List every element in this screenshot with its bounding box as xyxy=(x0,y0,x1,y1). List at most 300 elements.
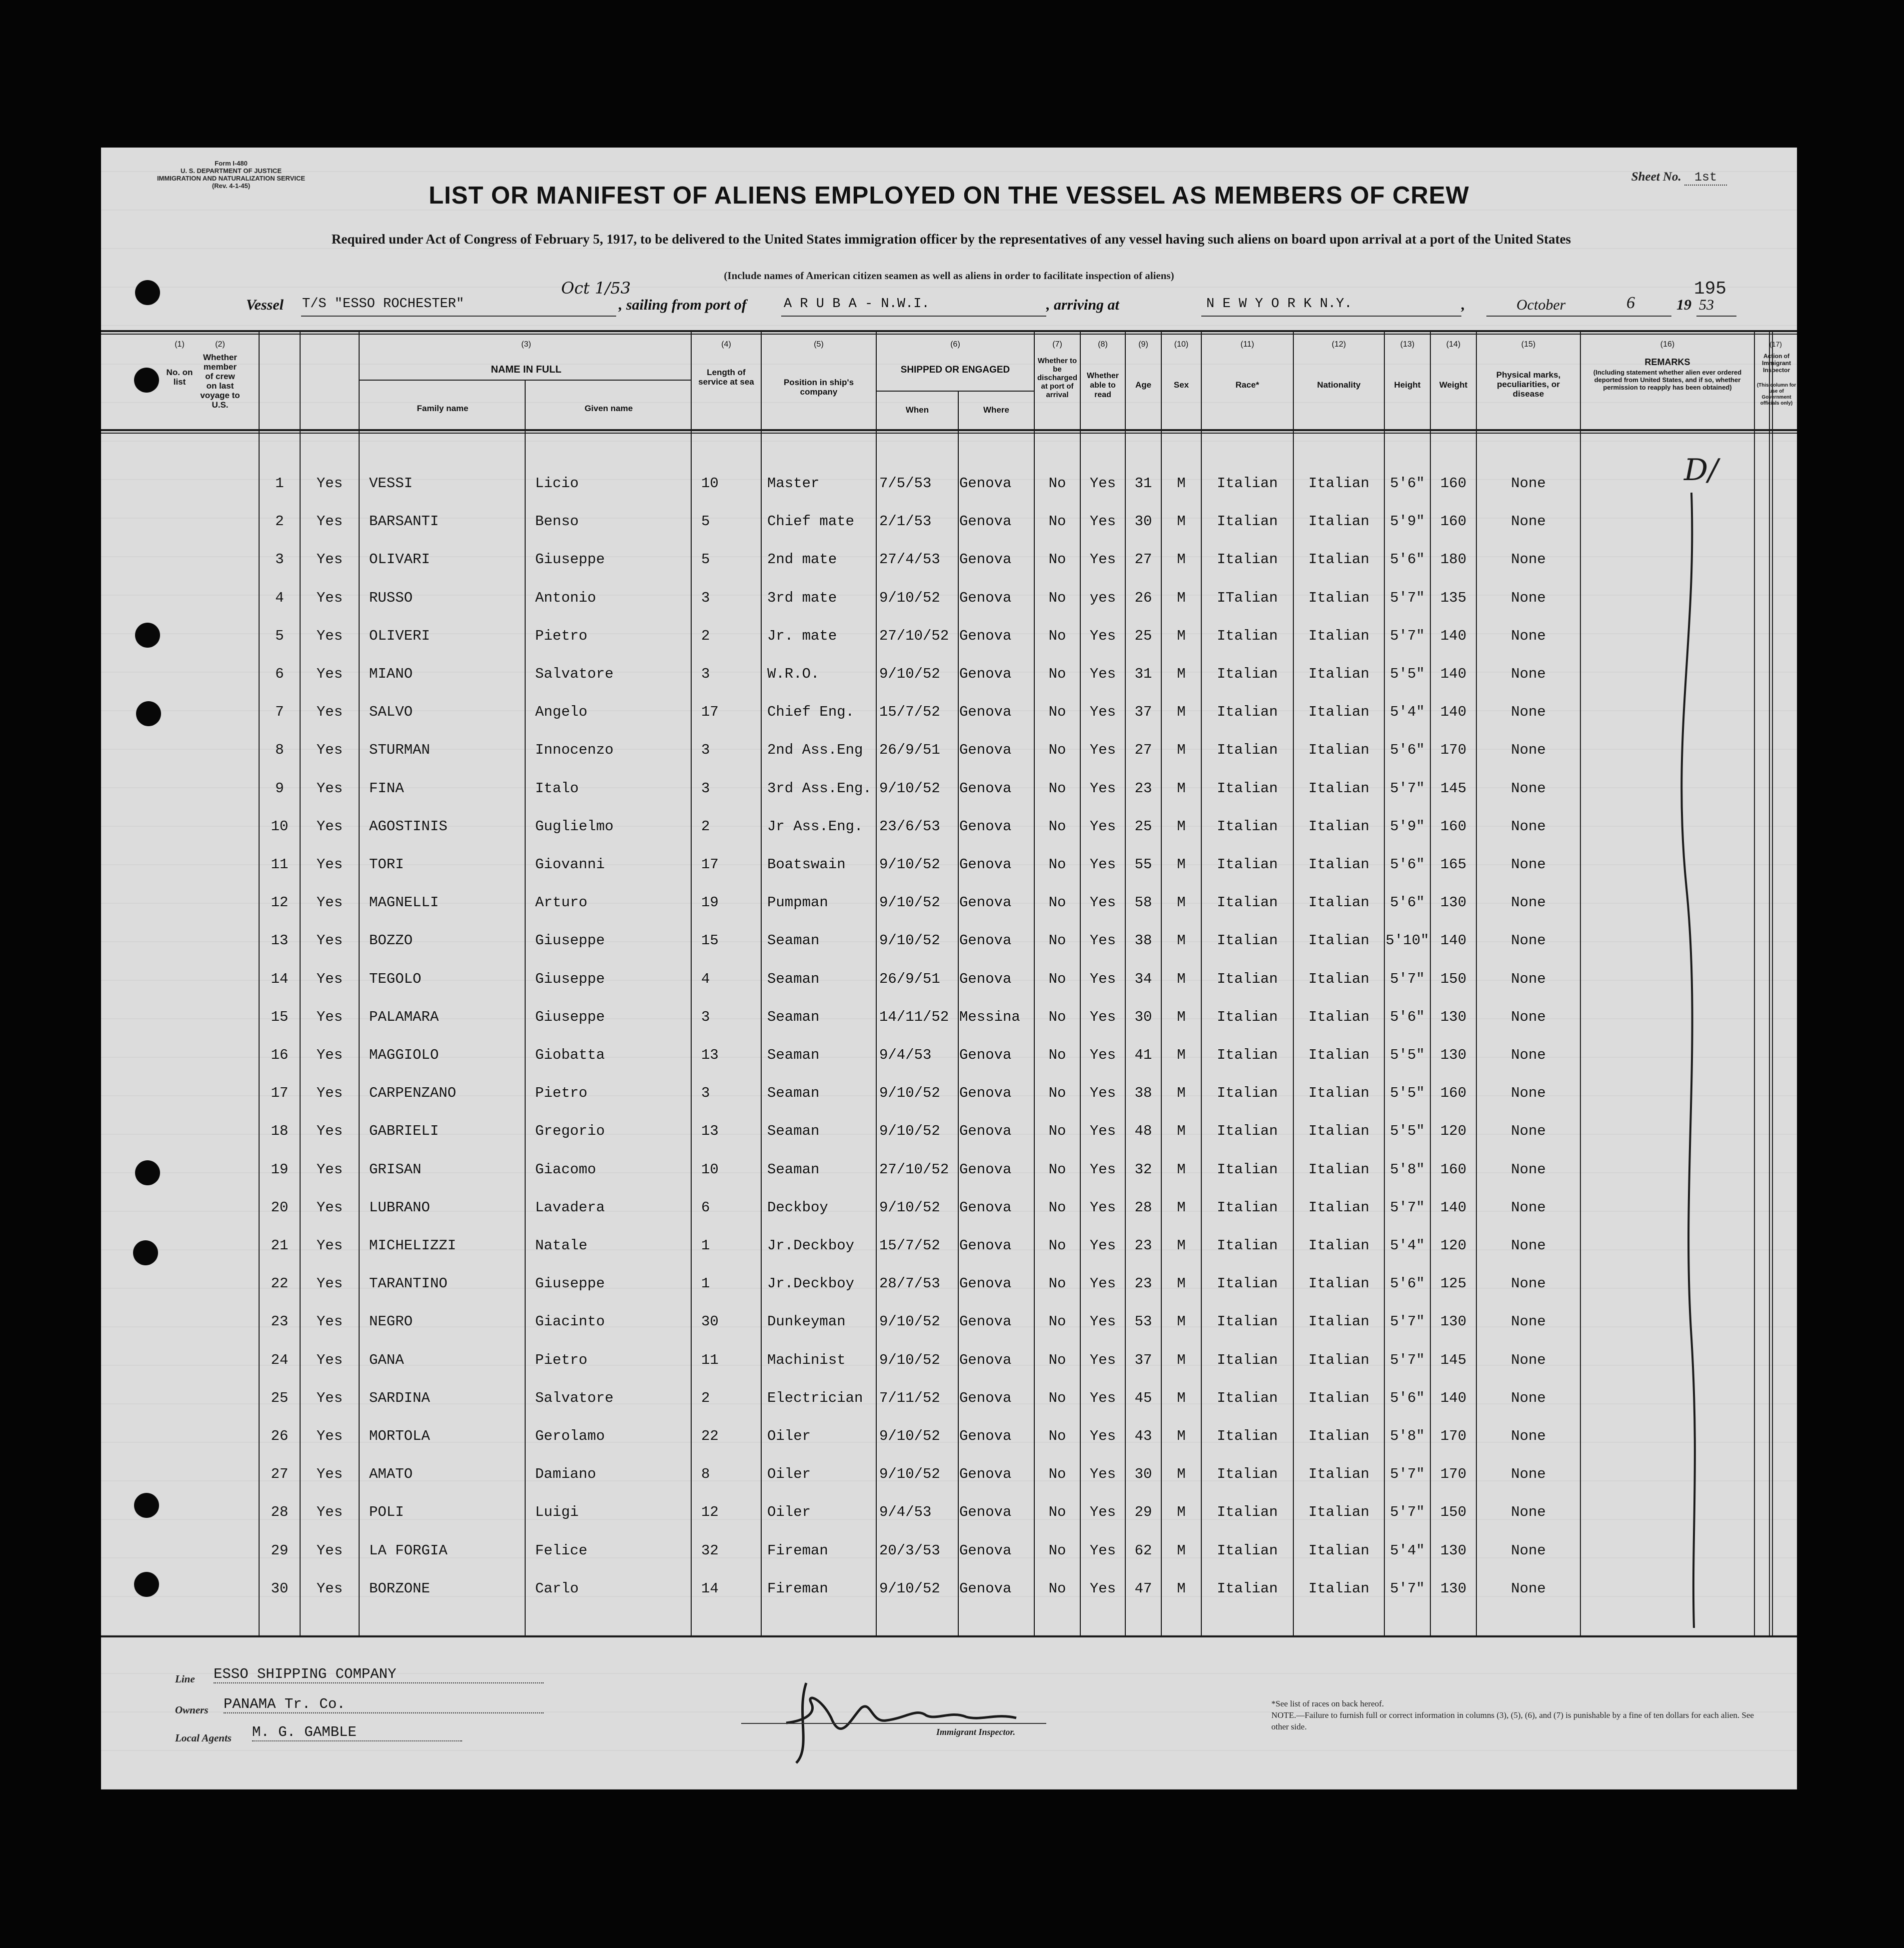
able-to-read: Yes xyxy=(1089,894,1116,911)
previous-voyage: Yes xyxy=(316,894,343,911)
physical-marks: None xyxy=(1511,1504,1546,1521)
engaged-date: 9/10/52 xyxy=(879,1199,940,1216)
given-name: Innocenzo xyxy=(535,742,614,759)
discharge-flag: No xyxy=(1048,1504,1066,1521)
engaged-date: 9/10/52 xyxy=(879,1085,940,1102)
given-name: Giuseppe xyxy=(535,551,605,568)
race: Italian xyxy=(1217,1389,1278,1406)
age: 30 xyxy=(1134,1008,1152,1025)
col2-label: Whether member of crew on last voyage to U.S. xyxy=(200,353,240,410)
given-name: Giacinto xyxy=(535,1313,605,1330)
nationality: Italian xyxy=(1308,932,1369,949)
race: Italian xyxy=(1217,932,1278,949)
weight: 125 xyxy=(1440,1275,1467,1292)
col11-number: (11) xyxy=(1240,340,1254,349)
family-name: BORZONE xyxy=(369,1580,430,1597)
row-number: 26 xyxy=(271,1428,289,1444)
engaged-place: Genova xyxy=(959,780,1012,797)
race: Italian xyxy=(1217,1428,1278,1444)
family-name: MICHELIZZI xyxy=(369,1237,457,1254)
discharge-flag: No xyxy=(1048,818,1066,835)
col11-label: Race* xyxy=(1235,380,1259,390)
nationality: Italian xyxy=(1308,818,1369,835)
height: 5'5" xyxy=(1390,666,1425,682)
height: 5'7" xyxy=(1390,1199,1425,1216)
given-name: Natale xyxy=(535,1237,588,1254)
col7-number: (7) xyxy=(1052,340,1062,349)
ship-position: Seaman xyxy=(767,932,820,949)
row-number: 28 xyxy=(271,1504,289,1521)
nationality: Italian xyxy=(1308,551,1369,568)
height: 5'4" xyxy=(1390,704,1425,721)
weight: 160 xyxy=(1440,1161,1467,1178)
height: 5'6" xyxy=(1390,1275,1425,1292)
family-name-header: Family name xyxy=(417,404,469,413)
col7-label: Whether to be discharged at port of arrival xyxy=(1037,357,1078,399)
height: 5'4" xyxy=(1390,1237,1425,1254)
able-to-read: Yes xyxy=(1089,513,1116,530)
family-name: TARANTINO xyxy=(369,1275,448,1292)
row-number: 6 xyxy=(275,666,284,682)
line-label: Line xyxy=(175,1673,195,1685)
sex: M xyxy=(1177,970,1186,987)
engaged-place: Genova xyxy=(959,475,1012,492)
family-name: RUSSO xyxy=(369,589,413,606)
engaged-date: 27/10/52 xyxy=(879,1161,949,1178)
row-number: 7 xyxy=(275,704,284,721)
race: Italian xyxy=(1217,894,1278,911)
col14-label: Weight xyxy=(1439,380,1468,390)
row-number: 22 xyxy=(271,1275,289,1292)
punch-hole xyxy=(135,623,160,648)
ship-position: Boatswain xyxy=(767,856,846,873)
engaged-date: 9/4/53 xyxy=(879,1047,932,1063)
sex: M xyxy=(1177,932,1186,949)
engaged-date: 7/5/53 xyxy=(879,475,932,492)
previous-voyage: Yes xyxy=(316,1466,343,1483)
height: 5'9" xyxy=(1390,818,1425,835)
sex: M xyxy=(1177,894,1186,911)
discharge-flag: No xyxy=(1048,1199,1066,1216)
discharge-flag: No xyxy=(1048,1428,1066,1444)
weight: 130 xyxy=(1440,894,1467,911)
col16-sublabel: (Including statement whether alien ever ordered deported from United States, and if so, whether permission to reapply has been obtained) xyxy=(1593,369,1742,391)
height: 5'4" xyxy=(1390,1542,1425,1559)
able-to-read: Yes xyxy=(1089,1199,1116,1216)
row-number: 4 xyxy=(275,589,284,606)
row-number: 21 xyxy=(271,1237,289,1254)
physical-marks: None xyxy=(1511,475,1546,492)
col1-label: No. on list xyxy=(166,368,193,387)
weight: 160 xyxy=(1440,818,1467,835)
age: 48 xyxy=(1134,1123,1152,1140)
ship-position: Oiler xyxy=(767,1504,811,1521)
page-subtitle: Required under Act of Congress of February 5, 1917, to be delivered to the United States immigration officer by the representatives of any vessel having such aliens on board upon arrival at a port of the United States xyxy=(331,232,1571,247)
race: Italian xyxy=(1217,1351,1278,1368)
arrival-month: October xyxy=(1516,297,1566,313)
weight: 160 xyxy=(1440,475,1467,492)
physical-marks: None xyxy=(1511,1580,1546,1597)
height: 5'6" xyxy=(1390,742,1425,759)
previous-voyage: Yes xyxy=(316,627,343,644)
physical-marks: None xyxy=(1511,1123,1546,1140)
discharge-flag: No xyxy=(1048,1047,1066,1063)
service-years: 30 xyxy=(701,1313,719,1330)
nationality: Italian xyxy=(1308,1580,1369,1597)
nationality: Italian xyxy=(1308,1199,1369,1216)
age: 45 xyxy=(1134,1389,1152,1406)
ship-position: Jr.Deckboy xyxy=(767,1237,855,1254)
able-to-read: Yes xyxy=(1089,1580,1116,1597)
physical-marks: None xyxy=(1511,1161,1546,1178)
department-name: U. S. DEPARTMENT OF JUSTICE xyxy=(181,167,282,175)
age: 32 xyxy=(1134,1161,1152,1178)
previous-voyage: Yes xyxy=(316,1047,343,1063)
col2-number: (2) xyxy=(215,340,225,349)
previous-voyage: Yes xyxy=(316,818,343,835)
nationality: Italian xyxy=(1308,666,1369,682)
able-to-read: Yes xyxy=(1089,932,1116,949)
given-name: Luigi xyxy=(535,1504,579,1521)
sex: M xyxy=(1177,627,1186,644)
physical-marks: None xyxy=(1511,666,1546,682)
ship-position: Fireman xyxy=(767,1580,828,1597)
physical-marks: None xyxy=(1511,627,1546,644)
physical-marks: None xyxy=(1511,818,1546,835)
weight: 135 xyxy=(1440,589,1467,606)
service-years: 1 xyxy=(701,1237,710,1254)
able-to-read: Yes xyxy=(1089,1161,1116,1178)
service-years: 3 xyxy=(701,1008,710,1025)
engaged-date: 14/11/52 xyxy=(879,1008,949,1025)
ship-position: Chief mate xyxy=(767,513,855,530)
ship-position: Seaman xyxy=(767,1008,820,1025)
family-name: STURMAN xyxy=(369,742,430,759)
engaged-date: 9/10/52 xyxy=(879,894,940,911)
engaged-date: 15/7/52 xyxy=(879,1237,940,1254)
given-name: Pietro xyxy=(535,627,588,644)
service-years: 32 xyxy=(701,1542,719,1559)
previous-voyage: Yes xyxy=(316,1428,343,1444)
given-name: Benso xyxy=(535,513,579,530)
engaged-place: Genova xyxy=(959,1313,1012,1330)
able-to-read: Yes xyxy=(1089,1389,1116,1406)
engaged-place: Genova xyxy=(959,1085,1012,1102)
height: 5'7" xyxy=(1390,627,1425,644)
family-name: VESSI xyxy=(369,475,413,492)
given-name: Salvatore xyxy=(535,1389,614,1406)
nationality: Italian xyxy=(1308,704,1369,721)
sheet-number-label: Sheet No. xyxy=(1631,170,1681,184)
given-name: Giuseppe xyxy=(535,1275,605,1292)
engaged-place: Genova xyxy=(959,1580,1012,1597)
age: 43 xyxy=(1134,1428,1152,1444)
family-name: MIANO xyxy=(369,666,413,682)
row-number: 8 xyxy=(275,742,284,759)
arrival-day: 6 xyxy=(1626,294,1635,312)
nationality: Italian xyxy=(1308,589,1369,606)
family-name: OLIVERI xyxy=(369,627,430,644)
previous-voyage: Yes xyxy=(316,1237,343,1254)
given-name: Arturo xyxy=(535,894,588,911)
sheet-number-value: 1st xyxy=(1684,170,1727,186)
nationality: Italian xyxy=(1308,1428,1369,1444)
race: Italian xyxy=(1217,551,1278,568)
race: Italian xyxy=(1217,704,1278,721)
engaged-place: Genova xyxy=(959,666,1012,682)
voyage-line: Vessel T/S "ESSO ROCHESTER" Oct 1/53 , sailing from port of A R U B A - N.W.I. , arriving at N E W Y O R K N.Y. , October 6 19 53 xyxy=(246,297,1736,318)
engaged-date: 9/10/52 xyxy=(879,1466,940,1483)
previous-voyage: Yes xyxy=(316,1542,343,1559)
nationality: Italian xyxy=(1308,1047,1369,1063)
service-years: 2 xyxy=(701,1389,710,1406)
row-number: 10 xyxy=(271,818,289,835)
ship-position: Seaman xyxy=(767,1161,820,1178)
engaged-place: Genova xyxy=(959,1199,1012,1216)
row-number: 14 xyxy=(271,970,289,987)
given-name: Carlo xyxy=(535,1580,579,1597)
discharge-flag: No xyxy=(1048,475,1066,492)
physical-marks: None xyxy=(1511,1542,1546,1559)
punch-hole xyxy=(135,1160,160,1185)
service-years: 6 xyxy=(701,1199,710,1216)
engaged-place: Genova xyxy=(959,1542,1012,1559)
ship-position: Master xyxy=(767,475,820,492)
col16-label: REMARKS xyxy=(1644,357,1690,367)
weight: 140 xyxy=(1440,704,1467,721)
weight: 130 xyxy=(1440,1580,1467,1597)
height: 5'6" xyxy=(1390,856,1425,873)
weight: 140 xyxy=(1440,666,1467,682)
service-years: 10 xyxy=(701,475,719,492)
engaged-date: 9/10/52 xyxy=(879,1351,940,1368)
engaged-place: Genova xyxy=(959,1351,1012,1368)
age: 25 xyxy=(1134,627,1152,644)
physical-marks: None xyxy=(1511,1428,1546,1444)
inspector-caption: Immigrant Inspector. xyxy=(936,1727,1016,1737)
family-name: GRISAN xyxy=(369,1161,422,1178)
col10-label: Sex xyxy=(1173,380,1189,390)
page-title: LIST OR MANIFEST OF ALIENS EMPLOYED ON THE VESSEL AS MEMBERS OF CREW xyxy=(429,182,1469,209)
age: 23 xyxy=(1134,780,1152,797)
previous-voyage: Yes xyxy=(316,704,343,721)
able-to-read: Yes xyxy=(1089,475,1116,492)
sex: M xyxy=(1177,1161,1186,1178)
service-years: 22 xyxy=(701,1428,719,1444)
sex: M xyxy=(1177,666,1186,682)
sailing-label: , sailing from port of xyxy=(619,297,747,313)
sex: M xyxy=(1177,1466,1186,1483)
row-number: 17 xyxy=(271,1085,289,1102)
engaged-date: 9/4/53 xyxy=(879,1504,932,1521)
weight: 150 xyxy=(1440,1504,1467,1521)
weight: 180 xyxy=(1440,551,1467,568)
ship-position: Jr Ass.Eng. xyxy=(767,818,863,835)
discharge-flag: No xyxy=(1048,742,1066,759)
able-to-read: Yes xyxy=(1089,742,1116,759)
discharge-flag: No xyxy=(1048,1466,1066,1483)
service-years: 13 xyxy=(701,1123,719,1140)
previous-voyage: Yes xyxy=(316,856,343,873)
col5-number: (5) xyxy=(814,340,824,349)
family-name: SALVO xyxy=(369,704,413,721)
engaged-place: Genova xyxy=(959,1428,1012,1444)
able-to-read: Yes xyxy=(1089,1542,1116,1559)
service-years: 17 xyxy=(701,704,719,721)
race: Italian xyxy=(1217,1199,1278,1216)
age: 47 xyxy=(1134,1580,1152,1597)
col12-label: Nationality xyxy=(1317,380,1361,390)
col15-label: Physical marks, peculiarities, or disease xyxy=(1496,370,1561,399)
engaged-place: Genova xyxy=(959,1504,1012,1521)
ship-position: 3rd mate xyxy=(767,589,837,606)
col10-number: (10) xyxy=(1174,340,1189,349)
nationality: Italian xyxy=(1308,1504,1369,1521)
engaged-place: Genova xyxy=(959,932,1012,949)
race: Italian xyxy=(1217,1580,1278,1597)
engaged-place: Genova xyxy=(959,1275,1012,1292)
row-number: 23 xyxy=(271,1313,289,1330)
previous-voyage: Yes xyxy=(316,1085,343,1102)
nationality: Italian xyxy=(1308,1351,1369,1368)
engaged-date: 20/3/53 xyxy=(879,1542,940,1559)
family-name: FINA xyxy=(369,780,404,797)
discharge-flag: No xyxy=(1048,780,1066,797)
able-to-read: Yes xyxy=(1089,627,1116,644)
weight: 140 xyxy=(1440,932,1467,949)
height: 5'7" xyxy=(1390,780,1425,797)
family-name: TORI xyxy=(369,856,404,873)
nationality: Italian xyxy=(1308,780,1369,797)
discharge-flag: No xyxy=(1048,589,1066,606)
physical-marks: None xyxy=(1511,1351,1546,1368)
sailing-port: A R U B A - N.W.I. xyxy=(784,297,930,312)
row-number: 15 xyxy=(271,1008,289,1025)
able-to-read: Yes xyxy=(1089,1123,1116,1140)
able-to-read: Yes xyxy=(1089,1351,1116,1368)
col5-label: Position in ship's company xyxy=(783,378,854,397)
able-to-read: Yes xyxy=(1089,970,1116,987)
engaged-place: Genova xyxy=(959,1161,1012,1178)
nationality: Italian xyxy=(1308,1085,1369,1102)
age: 34 xyxy=(1134,970,1152,987)
race: Italian xyxy=(1217,780,1278,797)
service-years: 3 xyxy=(701,1085,710,1102)
nationality: Italian xyxy=(1308,1389,1369,1406)
weight: 140 xyxy=(1440,1199,1467,1216)
nationality: Italian xyxy=(1308,475,1369,492)
height: 5'8" xyxy=(1390,1161,1425,1178)
subtitle-note: (Include names of American citizen seamen as well as aliens in order to facilitate inspection of aliens) xyxy=(724,270,1174,282)
vessel-name: T/S "ESSO ROCHESTER" xyxy=(302,297,465,312)
row-number: 3 xyxy=(275,551,284,568)
row-number: 19 xyxy=(271,1161,289,1178)
col13-number: (13) xyxy=(1400,340,1415,349)
physical-marks: None xyxy=(1511,513,1546,530)
family-name: NEGRO xyxy=(369,1313,413,1330)
age: 25 xyxy=(1134,818,1152,835)
engaged-place: Genova xyxy=(959,704,1012,721)
sex: M xyxy=(1177,1351,1186,1368)
race: Italian xyxy=(1217,1161,1278,1178)
ship-position: 2nd mate xyxy=(767,551,837,568)
previous-voyage: Yes xyxy=(316,551,343,568)
given-name: Licio xyxy=(535,475,579,492)
engaged-date: 26/9/51 xyxy=(879,742,940,759)
physical-marks: None xyxy=(1511,1199,1546,1216)
weight: 130 xyxy=(1440,1542,1467,1559)
family-name: TEGOLO xyxy=(369,970,422,987)
service-years: 17 xyxy=(701,856,719,873)
discharge-flag: No xyxy=(1048,1237,1066,1254)
given-name: Giobatta xyxy=(535,1047,605,1063)
col1-number: (1) xyxy=(175,340,185,349)
row-number: 11 xyxy=(271,856,289,873)
col3-number: (3) xyxy=(521,340,531,349)
nationality: Italian xyxy=(1308,1313,1369,1330)
family-name: AGOSTINIS xyxy=(369,818,448,835)
race: Italian xyxy=(1217,1237,1278,1254)
previous-voyage: Yes xyxy=(316,1351,343,1368)
engaged-date: 9/10/52 xyxy=(879,666,940,682)
service-years: 1 xyxy=(701,1275,710,1292)
family-name: BARSANTI xyxy=(369,513,439,530)
service-years: 5 xyxy=(701,551,710,568)
previous-voyage: Yes xyxy=(316,970,343,987)
given-name: Pietro xyxy=(535,1085,588,1102)
service-years: 8 xyxy=(701,1466,710,1483)
race: Italian xyxy=(1217,666,1278,682)
engaged-date: 9/10/52 xyxy=(879,932,940,949)
ship-position: Jr.Deckboy xyxy=(767,1275,855,1292)
able-to-read: Yes xyxy=(1089,780,1116,797)
given-name: Giuseppe xyxy=(535,1008,605,1025)
weight: 130 xyxy=(1440,1313,1467,1330)
race: Italian xyxy=(1217,742,1278,759)
col6-label: SHIPPED OR ENGAGED xyxy=(900,365,1010,375)
previous-voyage: Yes xyxy=(316,1389,343,1406)
service-years: 19 xyxy=(701,894,719,911)
race: Italian xyxy=(1217,970,1278,987)
col13-label: Height xyxy=(1394,380,1421,390)
physical-marks: None xyxy=(1511,551,1546,568)
engaged-place: Genova xyxy=(959,894,1012,911)
ship-position: Oiler xyxy=(767,1466,811,1483)
discharge-flag: No xyxy=(1048,1542,1066,1559)
col9-number: (9) xyxy=(1138,340,1148,349)
nationality: Italian xyxy=(1308,627,1369,644)
given-name: Giovanni xyxy=(535,856,605,873)
year-prefix: 19 xyxy=(1676,297,1691,313)
able-to-read: yes xyxy=(1089,589,1116,606)
sex: M xyxy=(1177,1085,1186,1102)
service-years: 2 xyxy=(701,627,710,644)
ship-position: 3rd Ass.Eng. xyxy=(767,780,872,797)
sex: M xyxy=(1177,1542,1186,1559)
able-to-read: Yes xyxy=(1089,666,1116,682)
engaged-date: 9/10/52 xyxy=(879,1313,940,1330)
previous-voyage: Yes xyxy=(316,475,343,492)
discharge-flag: No xyxy=(1048,704,1066,721)
row-number: 5 xyxy=(275,627,284,644)
engaged-date: 9/10/52 xyxy=(879,1123,940,1140)
service-years: 2 xyxy=(701,818,710,835)
col15-number: (15) xyxy=(1521,340,1536,349)
nationality: Italian xyxy=(1308,970,1369,987)
physical-marks: None xyxy=(1511,780,1546,797)
discharge-flag: No xyxy=(1048,894,1066,911)
service-years: 14 xyxy=(701,1580,719,1597)
